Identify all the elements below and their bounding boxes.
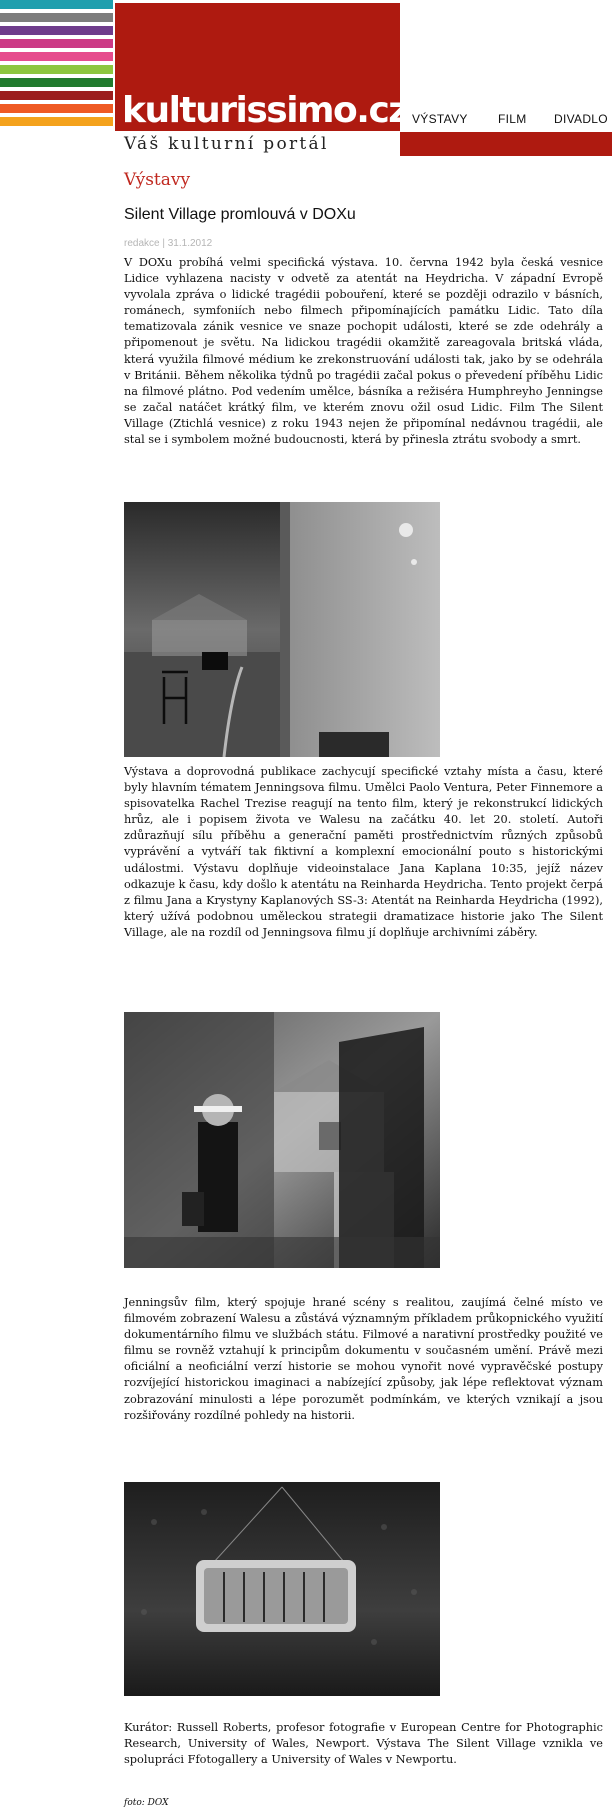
- site-tagline: Váš kulturní portál: [124, 134, 329, 154]
- main-nav: [400, 104, 612, 132]
- article-paragraph: Kurátor: Russell Roberts, profesor fotografie v European Centre for Photographic Research, University of Wales, Newport. Výstava The Silent Village vznikla ve spolupráci Ffotogallery a University of Wales v Newportu.: [124, 1721, 603, 1767]
- article-paragraph: V DOXu probíhá velmi specifická výstava. 10. června 1942 byla česká vesnice Lidice vyhlazena nacisty v odvetě za atentát na Heydricha. V západní Evropě vyvolala zpráva o lidické tragédii pobouření, které se později odrazilo v básních, románech, symfoniích nebo filmech připomínajících památku Lidic. Tato díla tematizovala zánik vesnice ve snaze pochopit události, které se zde odehrály a připomenout je světu. Na lidickou tragédii okamžitě zareagovala britská vláda, která využila filmové médium ke zrekonstruování události tak, jako by se odehrála v Británii. Během několika týdnů po tragédii začal pokus o převedení příběhu Lidic na filmové plátno. Pod vedením umělce, básníka a režiséra Humphreyho Jenningse se začal natáčet krátký film, ve kterém znovu ožil osud Lidic. Film The Silent Village (Ztichlá vesnice) z roku 1943 nejen že připomínal nedávnou tragédii, ale stal se i symbolem možné budoucnosti, která by přinesla ztrátu svobody a smrt.: [124, 256, 603, 447]
- color-stripe: [0, 117, 113, 126]
- color-stripe: [0, 26, 113, 35]
- nav-item-divadlo[interactable]: DIVADLO: [554, 112, 608, 126]
- color-stripe: [0, 104, 113, 113]
- article-photo-figure: [124, 1012, 440, 1268]
- color-stripe: [0, 91, 113, 100]
- nav-accent-bar: [400, 132, 612, 156]
- nav-item-film[interactable]: FILM: [498, 112, 527, 126]
- article-title: Silent Village promlouvá v DOXu: [124, 206, 356, 223]
- photo-credit: foto: DOX: [124, 1798, 169, 1808]
- color-stripe: [0, 52, 113, 61]
- color-stripe: [0, 13, 113, 22]
- color-stripe: [0, 0, 113, 9]
- color-stripe: [0, 39, 113, 48]
- article-photo-chair: [124, 502, 440, 757]
- nav-item-vystavy[interactable]: VÝSTAVY: [412, 112, 468, 126]
- article-photo-mirror: [124, 1482, 440, 1696]
- article-paragraph: Jenningsův film, který spojuje hrané scény s realitou, zaujímá čelné místo ve filmovém zobrazení Walesu a zůstává významným příkladem průkopnického využití dokumentárního filmu ve službách státu. Filmové a narativní prostředky použité ve filmu se rovněž vztahují k principům dokumentu v současném umění. Právě mezi oficiální a neoficiální verzí historie se mohou vynořit nové vypravěčské postupy rozvíjející historickou imaginaci a nabízející způsoby, jak lépe reflektovat význam zobrazování minulosti a lépe porozumět podmínkám, ve kterých vznikají a jsou rozšiřovány rozdílné pohledy na historii.: [124, 1296, 603, 1422]
- site-logo[interactable]: kulturissimo.cz: [122, 90, 408, 131]
- article-paragraph: Výstava a doprovodná publikace zachycují specifické vztahy místa a času, které byly hlavním tématem Jenningsova filmu. Umělci Paolo Ventura, Peter Finnemore a spisovatelka Rachel Trezise reagují na tento film, který je rekonstrukcí lidických hrůz, ale i popisem života ve Walesu na začátku 40. let 20. století. Autoři zdůrazňují sílu příběhu a generační paměti prostřednictvím různých způsobů vyprávění a vytváří tak fiktivní a komplexní emocionální pouto s historickými událostmi. Výstavu doplňuje videoinstalace Jana Kaplana 10:35, jejíž název odkazuje k času, kdy došlo k atentátu na Reinharda Heydricha. Tento projekt čerpá z filmu Jana a Krystyny Kaplanových SS-3: Atentát na Reinharda Heydricha (1992), který užívá podobnou uměleckou strategii dramatizace historie jako The Silent Village, ale na rozdíl od Jenningsova filmu jí doplňuje archivními záběry.: [124, 765, 603, 939]
- article-meta: redakce | 31.1.2012: [124, 238, 213, 249]
- color-stripe: [0, 78, 113, 87]
- color-stripe: [0, 65, 113, 74]
- section-title: Výstavy: [124, 170, 191, 190]
- color-stripes: [0, 0, 113, 130]
